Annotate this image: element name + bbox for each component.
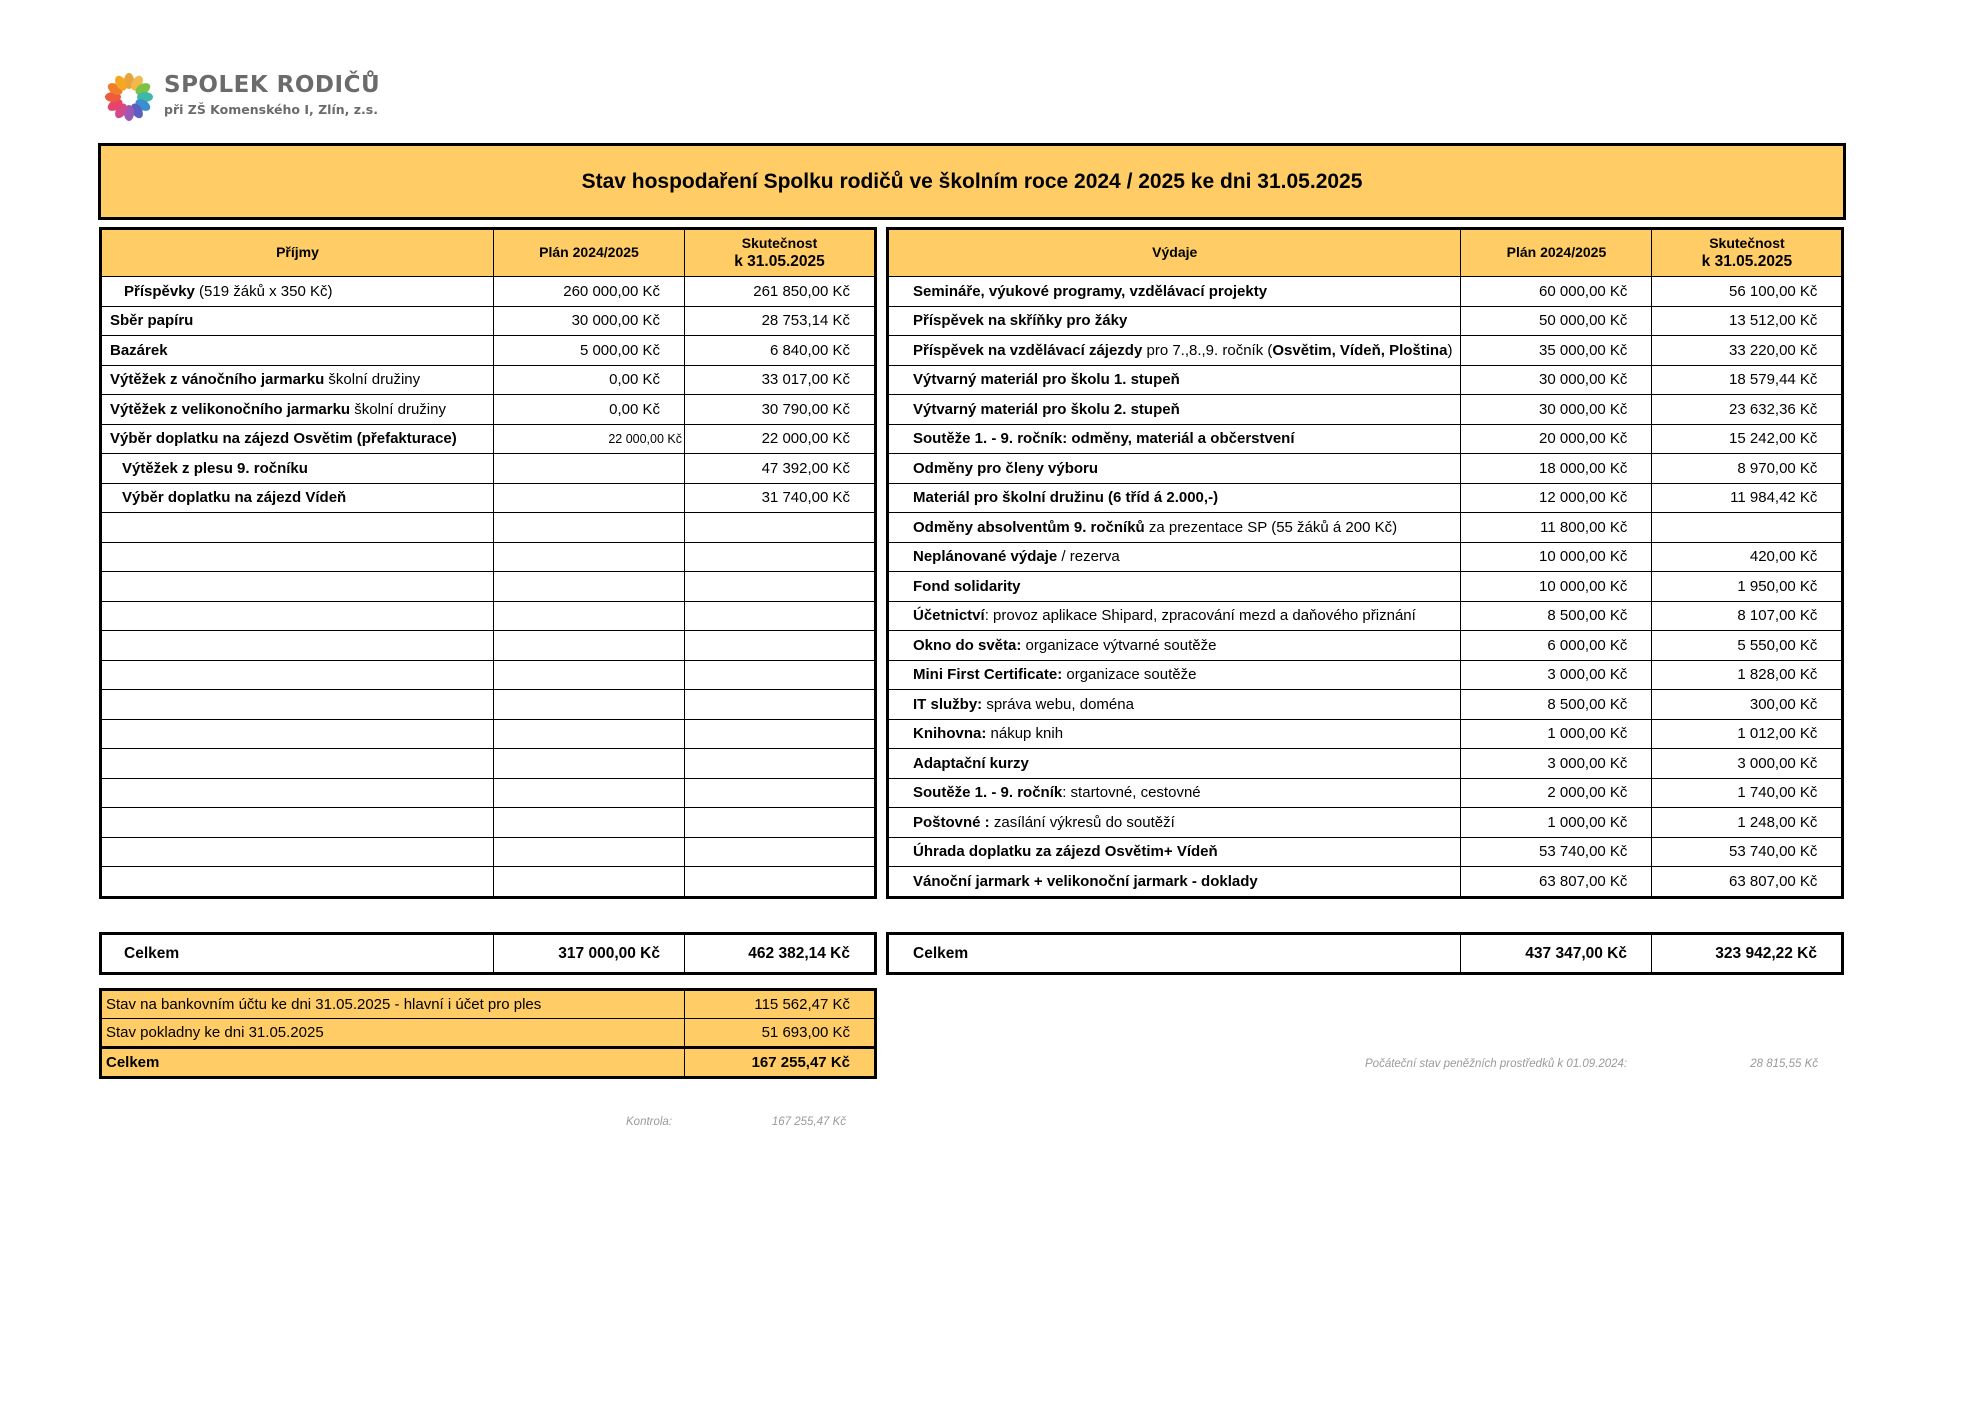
expense-row (888, 454, 1843, 484)
income-row-plan (494, 719, 685, 749)
income-row-plan (494, 454, 685, 484)
income-row (101, 395, 876, 425)
income-total-table (99, 932, 877, 975)
expense-row (888, 336, 1843, 366)
income-row (101, 690, 876, 720)
expense-row-plan: 3 000,00 Kč (1461, 749, 1652, 779)
expense-row-actual (1652, 513, 1843, 543)
income-row-label (101, 631, 494, 661)
expense-header-row (888, 229, 1843, 277)
income-row-plan (494, 749, 685, 779)
logo-name: SPOLEK RODIČŮ (164, 72, 381, 98)
balance-row (101, 1019, 876, 1048)
income-row-actual (685, 631, 876, 661)
expense-row (888, 277, 1843, 307)
income-row (101, 601, 876, 631)
expense-row (888, 365, 1843, 395)
income-row-actual: 28 753,14 Kč (685, 306, 876, 336)
expense-row-plan: 12 000,00 Kč (1461, 483, 1652, 513)
expense-row-label: Poštovné : zasílání výkresů do soutěží (888, 808, 1461, 838)
expense-row (888, 719, 1843, 749)
balance-label: Stav na bankovním účtu ke dni 31.05.2025 - hlavní i účet pro ples (101, 990, 685, 1019)
expense-row-actual: 11 984,42 Kč (1652, 483, 1843, 513)
expense-row (888, 542, 1843, 572)
expense-header-actual: Skutečnost k 31.05.2025 (1652, 229, 1843, 277)
income-row-plan (494, 690, 685, 720)
income-row-label: Výběr doplatku na zájezd Vídeň (101, 483, 494, 513)
income-row (101, 808, 876, 838)
logo-flower-icon (100, 68, 158, 126)
expense-row-actual: 13 512,00 Kč (1652, 306, 1843, 336)
income-row (101, 483, 876, 513)
initial-state-value: 28 815,55 Kč (1750, 1058, 1818, 1070)
income-row-label: Výběr doplatku na zájezd Osvětim (přefakturace) (101, 424, 494, 454)
expense-row-label: Odměny pro členy výboru (888, 454, 1461, 484)
income-row-label (101, 660, 494, 690)
income-header-plan: Plán 2024/2025 (494, 229, 685, 277)
expense-row-label: Okno do světa: organizace výtvarné soutěže (888, 631, 1461, 661)
expense-row-label: Příspěvek na vzdělávací zájezdy pro 7.,8.,9. ročník (Osvětim, Vídeň, Ploština) (888, 336, 1461, 366)
expense-row-actual: 15 242,00 Kč (1652, 424, 1843, 454)
balance-label: Celkem (101, 1048, 685, 1078)
initial-state-label: Počáteční stav peněžních prostředků k 01.09.2024: (1365, 1058, 1628, 1070)
expense-row-actual: 8 970,00 Kč (1652, 454, 1843, 484)
income-row-actual (685, 837, 876, 867)
expense-row (888, 690, 1843, 720)
balance-value: 167 255,47 Kč (685, 1048, 876, 1078)
income-row-actual: 33 017,00 Kč (685, 365, 876, 395)
expense-row-plan: 3 000,00 Kč (1461, 660, 1652, 690)
expense-total-row (888, 934, 1843, 974)
income-table (99, 227, 877, 899)
expense-row-plan: 8 500,00 Kč (1461, 690, 1652, 720)
expense-row-plan: 50 000,00 Kč (1461, 306, 1652, 336)
balance-value: 115 562,47 Kč (685, 990, 876, 1019)
expense-row-plan: 53 740,00 Kč (1461, 837, 1652, 867)
income-row-plan (494, 601, 685, 631)
expense-row-plan: 30 000,00 Kč (1461, 395, 1652, 425)
expense-row (888, 867, 1843, 898)
expense-row-plan: 6 000,00 Kč (1461, 631, 1652, 661)
income-row-label (101, 513, 494, 543)
expense-total-label: Celkem (888, 934, 1461, 974)
income-total-row (101, 934, 876, 974)
logo (100, 68, 381, 126)
income-row-plan: 22 000,00 Kč (494, 424, 685, 454)
income-row-label (101, 749, 494, 779)
title-box (98, 143, 1846, 220)
expense-row-label: IT služby: správa webu, doména (888, 690, 1461, 720)
expense-row-actual: 18 579,44 Kč (1652, 365, 1843, 395)
income-row-actual: 261 850,00 Kč (685, 277, 876, 307)
income-row-plan: 0,00 Kč (494, 365, 685, 395)
income-row-label (101, 867, 494, 898)
expense-row-label: Výtvarný materiál pro školu 1. stupeň (888, 365, 1461, 395)
income-row-plan: 0,00 Kč (494, 395, 685, 425)
expense-row-plan: 63 807,00 Kč (1461, 867, 1652, 898)
expense-row-label: Neplánované výdaje / rezerva (888, 542, 1461, 572)
expense-row (888, 749, 1843, 779)
income-row-actual (685, 660, 876, 690)
income-row (101, 837, 876, 867)
expense-row-actual: 1 740,00 Kč (1652, 778, 1843, 808)
expense-row-actual: 8 107,00 Kč (1652, 601, 1843, 631)
income-row-plan (494, 513, 685, 543)
expense-row (888, 306, 1843, 336)
expense-header-label: Výdaje (888, 229, 1461, 277)
logo-subtitle: při ZŠ Komenského I, Zlín, z.s. (164, 102, 378, 117)
income-row-plan (494, 867, 685, 898)
expense-header-plan: Plán 2024/2025 (1461, 229, 1652, 277)
income-row-plan (494, 572, 685, 602)
expense-row (888, 513, 1843, 543)
balance-table (99, 988, 877, 1079)
income-row-label (101, 542, 494, 572)
expense-row-actual: 1 950,00 Kč (1652, 572, 1843, 602)
expense-row (888, 837, 1843, 867)
income-total-plan: 317 000,00 Kč (494, 934, 685, 974)
income-header-label: Příjmy (101, 229, 494, 277)
income-row-actual: 30 790,00 Kč (685, 395, 876, 425)
income-row-actual: 47 392,00 Kč (685, 454, 876, 484)
expense-row-actual: 63 807,00 Kč (1652, 867, 1843, 898)
expense-row-label: Úhrada doplatku za zájezd Osvětim+ Vídeň (888, 837, 1461, 867)
expense-row-plan: 2 000,00 Kč (1461, 778, 1652, 808)
income-row (101, 454, 876, 484)
expense-row-label: Odměny absolventům 9. ročníků za prezentace SP (55 žáků á 200 Kč) (888, 513, 1461, 543)
expense-row-actual: 1 012,00 Kč (1652, 719, 1843, 749)
income-row (101, 513, 876, 543)
expense-row-actual: 420,00 Kč (1652, 542, 1843, 572)
income-row-label (101, 690, 494, 720)
expense-row-label: Soutěže 1. - 9. ročník: odměny, materiál a občerstvení (888, 424, 1461, 454)
income-row-plan (494, 837, 685, 867)
balance-label: Stav pokladny ke dni 31.05.2025 (101, 1019, 685, 1048)
income-row-actual (685, 749, 876, 779)
expense-row (888, 631, 1843, 661)
income-row-label: Sběr papíru (101, 306, 494, 336)
income-header-actual: Skutečnost k 31.05.2025 (685, 229, 876, 277)
expense-row-actual: 23 632,36 Kč (1652, 395, 1843, 425)
expense-row-label: Semináře, výukové programy, vzdělávací projekty (888, 277, 1461, 307)
income-row-actual: 22 000,00 Kč (685, 424, 876, 454)
expense-row-actual: 53 740,00 Kč (1652, 837, 1843, 867)
expense-row-label: Soutěže 1. - 9. ročník: startovné, cestovné (888, 778, 1461, 808)
income-row-plan (494, 483, 685, 513)
income-row (101, 365, 876, 395)
income-row-label (101, 837, 494, 867)
expense-row (888, 601, 1843, 631)
page-title: Stav hospodaření Spolku rodičů ve školním roce 2024 / 2025 ke dni 31.05.2025 (581, 169, 1363, 193)
income-row-actual (685, 572, 876, 602)
expense-row-plan: 35 000,00 Kč (1461, 336, 1652, 366)
income-row-plan (494, 631, 685, 661)
income-row-actual (685, 542, 876, 572)
income-header-row (101, 229, 876, 277)
expense-table (886, 227, 1844, 899)
expense-row-actual: 300,00 Kč (1652, 690, 1843, 720)
expense-row-plan: 11 800,00 Kč (1461, 513, 1652, 543)
expense-row (888, 660, 1843, 690)
income-row-actual: 6 840,00 Kč (685, 336, 876, 366)
expense-row-label: Fond solidarity (888, 572, 1461, 602)
income-row (101, 572, 876, 602)
income-row (101, 424, 876, 454)
expense-total-table (886, 932, 1844, 975)
income-row (101, 867, 876, 898)
income-row (101, 631, 876, 661)
income-row-plan (494, 808, 685, 838)
expense-row-label: Vánoční jarmark + velikonoční jarmark - doklady (888, 867, 1461, 898)
income-row-plan: 260 000,00 Kč (494, 277, 685, 307)
expense-row-actual: 1 828,00 Kč (1652, 660, 1843, 690)
income-row-label (101, 808, 494, 838)
income-row (101, 277, 876, 307)
income-row (101, 719, 876, 749)
expense-row (888, 808, 1843, 838)
expense-row-actual: 3 000,00 Kč (1652, 749, 1843, 779)
income-row (101, 336, 876, 366)
expense-row-plan: 18 000,00 Kč (1461, 454, 1652, 484)
income-row-label: Výtěžek z vánočního jarmarku školní družiny (101, 365, 494, 395)
expense-row-label: Příspěvek na skříňky pro žáky (888, 306, 1461, 336)
income-row (101, 306, 876, 336)
expense-row-actual: 5 550,00 Kč (1652, 631, 1843, 661)
income-row-label (101, 601, 494, 631)
expense-row-actual: 56 100,00 Kč (1652, 277, 1843, 307)
expense-row (888, 395, 1843, 425)
income-row (101, 542, 876, 572)
expense-row-plan: 60 000,00 Kč (1461, 277, 1652, 307)
expense-row-plan: 8 500,00 Kč (1461, 601, 1652, 631)
income-row-actual (685, 719, 876, 749)
income-row-plan: 30 000,00 Kč (494, 306, 685, 336)
expense-row-actual: 33 220,00 Kč (1652, 336, 1843, 366)
income-row-actual (685, 778, 876, 808)
income-row-label: Bazárek (101, 336, 494, 366)
expense-row-plan: 1 000,00 Kč (1461, 808, 1652, 838)
expense-row-plan: 1 000,00 Kč (1461, 719, 1652, 749)
expense-total-actual: 323 942,22 Kč (1652, 934, 1843, 974)
expense-row-label: Mini First Certificate: organizace soutěže (888, 660, 1461, 690)
income-row (101, 749, 876, 779)
expense-row (888, 424, 1843, 454)
income-total-label: Celkem (101, 934, 494, 974)
income-row-actual (685, 867, 876, 898)
expense-row-label: Účetnictví: provoz aplikace Shipard, zpracování mezd a daňového přiznání (888, 601, 1461, 631)
income-row-label (101, 778, 494, 808)
balance-value: 51 693,00 Kč (685, 1019, 876, 1048)
expense-row (888, 572, 1843, 602)
income-row-actual (685, 808, 876, 838)
income-row-actual: 31 740,00 Kč (685, 483, 876, 513)
expense-row-label: Materiál pro školní družinu (6 tříd á 2.000,-) (888, 483, 1461, 513)
income-row-plan (494, 660, 685, 690)
expense-row-plan: 30 000,00 Kč (1461, 365, 1652, 395)
income-row (101, 778, 876, 808)
expense-row-actual: 1 248,00 Kč (1652, 808, 1843, 838)
income-row-actual (685, 690, 876, 720)
income-row-plan (494, 542, 685, 572)
income-row-actual (685, 601, 876, 631)
income-row-label (101, 719, 494, 749)
expense-row (888, 483, 1843, 513)
income-row-plan: 5 000,00 Kč (494, 336, 685, 366)
income-row-label (101, 572, 494, 602)
income-row-plan (494, 778, 685, 808)
income-row-actual (685, 513, 876, 543)
income-total-actual: 462 382,14 Kč (685, 934, 876, 974)
income-row-label: Výtěžek z plesu 9. ročníku (101, 454, 494, 484)
expense-row-plan: 10 000,00 Kč (1461, 542, 1652, 572)
balance-row (101, 990, 876, 1019)
income-row-label: Příspěvky (519 žáků x 350 Kč) (101, 277, 494, 307)
expense-row-label: Výtvarný materiál pro školu 2. stupeň (888, 395, 1461, 425)
expense-row-label: Adaptační kurzy (888, 749, 1461, 779)
expense-row (888, 778, 1843, 808)
control-value: 167 255,47 Kč (771, 1116, 846, 1128)
expense-row-plan: 10 000,00 Kč (1461, 572, 1652, 602)
expense-total-plan: 437 347,00 Kč (1461, 934, 1652, 974)
balance-row (101, 1048, 876, 1078)
expense-row-plan: 20 000,00 Kč (1461, 424, 1652, 454)
control-label: Kontrola: (626, 1116, 673, 1128)
income-row (101, 660, 876, 690)
income-row-label: Výtěžek z velikonočního jarmarku školní družiny (101, 395, 494, 425)
expense-row-label: Knihovna: nákup knih (888, 719, 1461, 749)
